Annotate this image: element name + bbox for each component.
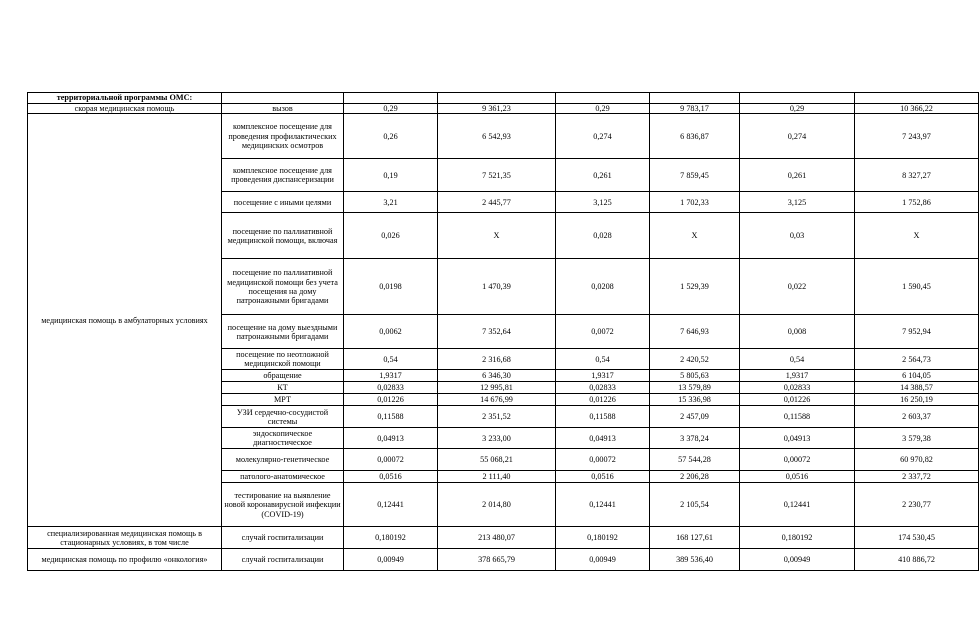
value-cell: 0,026: [344, 213, 438, 259]
value-cell: 16 250,19: [855, 394, 979, 406]
value-cell: 6 836,87: [650, 114, 740, 159]
value-cell: 1 752,86: [855, 192, 979, 213]
value-cell: 1 470,39: [438, 259, 556, 315]
unit-cell: патолого-анатомическое: [222, 471, 344, 483]
unit-cell: молекулярно-генетическое: [222, 449, 344, 471]
value-cell: 0,274: [740, 114, 855, 159]
value-cell: 0,261: [556, 159, 650, 192]
unit-cell: посещение по неотложной медицинской помощи: [222, 349, 344, 370]
value-cell: 2 111,40: [438, 471, 556, 483]
value-cell: 7 646,93: [650, 315, 740, 349]
value-cell: 0,12441: [740, 483, 855, 527]
value-cell: 2 603,37: [855, 406, 979, 428]
unit-cell: посещение по паллиативной медицинской помощи, включая: [222, 213, 344, 259]
value-cell: 0,54: [344, 349, 438, 370]
value-cell: 8 327,27: [855, 159, 979, 192]
value-cell: 3,125: [556, 192, 650, 213]
value-cell: 0,261: [740, 159, 855, 192]
value-cell: 0,274: [556, 114, 650, 159]
value-cell: 0,0072: [556, 315, 650, 349]
value-cell: 0,04913: [556, 428, 650, 449]
unit-cell: обращение: [222, 370, 344, 382]
value-cell: 0,26: [344, 114, 438, 159]
value-cell: 0,11588: [556, 406, 650, 428]
value-cell: Х: [438, 213, 556, 259]
category-cell: специализированная медицинская помощь в стационарных условиях, в том числе: [28, 527, 222, 549]
value-cell: 14 676,99: [438, 394, 556, 406]
unit-cell: МРТ: [222, 394, 344, 406]
value-cell: 0,00072: [344, 449, 438, 471]
value-cell: 2 105,54: [650, 483, 740, 527]
value-cell: 0,04913: [344, 428, 438, 449]
value-cell: 0,29: [556, 104, 650, 114]
unit-cell: посещение на дому выездными патронажными бригадами: [222, 315, 344, 349]
unit-cell: УЗИ сердечно-сосудистой системы: [222, 406, 344, 428]
section-title: территориальной программы ОМС:: [28, 93, 222, 104]
value-cell: 1 529,39: [650, 259, 740, 315]
value-cell: 0,11588: [344, 406, 438, 428]
value-cell: 2 564,73: [855, 349, 979, 370]
value-cell: 0,02833: [556, 382, 650, 394]
value-cell: 0,01226: [556, 394, 650, 406]
value-cell: 0,00949: [344, 549, 438, 571]
value-cell: 2 457,09: [650, 406, 740, 428]
table-row: [28, 527, 979, 549]
unit-cell: эндоскопическое диагностическое: [222, 428, 344, 449]
value-cell: 7 521,35: [438, 159, 556, 192]
value-cell: 0,0516: [344, 471, 438, 483]
value-cell: 13 579,89: [650, 382, 740, 394]
value-cell: 174 530,45: [855, 527, 979, 549]
value-cell: 0,0516: [556, 471, 650, 483]
value-cell: 0,12441: [344, 483, 438, 527]
value-cell: 0,0062: [344, 315, 438, 349]
value-cell: 0,01226: [740, 394, 855, 406]
value-cell: 0,19: [344, 159, 438, 192]
value-cell: 55 068,21: [438, 449, 556, 471]
value-cell: 0,00072: [556, 449, 650, 471]
value-cell: 0,008: [740, 315, 855, 349]
value-cell: 0,028: [556, 213, 650, 259]
value-cell: Х: [855, 213, 979, 259]
unit-cell: посещение с иными целями: [222, 192, 344, 213]
value-cell: 6 542,93: [438, 114, 556, 159]
value-cell: 0,00949: [740, 549, 855, 571]
unit-cell: комплексное посещение для проведения диспансеризации: [222, 159, 344, 192]
value-cell: 0,180192: [344, 527, 438, 549]
value-cell: 410 886,72: [855, 549, 979, 571]
value-cell: 0,0208: [556, 259, 650, 315]
value-cell: 14 388,57: [855, 382, 979, 394]
value-cell: 2 420,52: [650, 349, 740, 370]
table-row: [28, 549, 979, 571]
value-cell: 378 665,79: [438, 549, 556, 571]
unit-cell: тестирование на выявление новой коронавирусной инфекции (COVID-19): [222, 483, 344, 527]
value-cell: 3 378,24: [650, 428, 740, 449]
value-cell: 0,01226: [344, 394, 438, 406]
value-cell: 0,29: [740, 104, 855, 114]
section-header-row: [28, 93, 979, 104]
unit-cell: КТ: [222, 382, 344, 394]
value-cell: Х: [650, 213, 740, 259]
value-cell: 389 536,40: [650, 549, 740, 571]
value-cell: 3 233,00: [438, 428, 556, 449]
value-cell: 0,180192: [740, 527, 855, 549]
value-cell: 2 445,77: [438, 192, 556, 213]
value-cell: 15 336,98: [650, 394, 740, 406]
value-cell: 2 230,77: [855, 483, 979, 527]
omc-norms-table: [27, 92, 979, 571]
value-cell: 0,180192: [556, 527, 650, 549]
unit-cell: случай госпитализации: [222, 549, 344, 571]
value-cell: 0,00949: [556, 549, 650, 571]
value-cell: 0,02833: [344, 382, 438, 394]
value-cell: 1,9317: [740, 370, 855, 382]
value-cell: 7 859,45: [650, 159, 740, 192]
value-cell: 0,0516: [740, 471, 855, 483]
category-cell-ambulatory: медицинская помощь в амбулаторных условиях: [28, 114, 222, 527]
table-row: [28, 114, 979, 159]
value-cell: 3 579,38: [855, 428, 979, 449]
value-cell: 0,0198: [344, 259, 438, 315]
unit-cell: случай госпитализации: [222, 527, 344, 549]
unit-cell: комплексное посещение для проведения профилактических медицинских осмотров: [222, 114, 344, 159]
value-cell: 2 337,72: [855, 471, 979, 483]
value-cell: 0,29: [344, 104, 438, 114]
value-cell: 7 952,94: [855, 315, 979, 349]
unit-cell: вызов: [222, 104, 344, 114]
value-cell: 1,9317: [344, 370, 438, 382]
unit-cell: посещение по паллиативной медицинской помощи без учета посещения на дому патронажными бригадами: [222, 259, 344, 315]
value-cell: 3,125: [740, 192, 855, 213]
value-cell: 6 104,05: [855, 370, 979, 382]
value-cell: 168 127,61: [650, 527, 740, 549]
value-cell: 0,11588: [740, 406, 855, 428]
value-cell: 10 366,22: [855, 104, 979, 114]
value-cell: 7 243,97: [855, 114, 979, 159]
value-cell: 9 361,23: [438, 104, 556, 114]
value-cell: 2 206,28: [650, 471, 740, 483]
value-cell: 6 346,30: [438, 370, 556, 382]
table-row: [28, 104, 979, 114]
value-cell: 1 590,45: [855, 259, 979, 315]
category-cell: медицинская помощь по профилю «онкология»: [28, 549, 222, 571]
value-cell: 0,12441: [556, 483, 650, 527]
value-cell: 9 783,17: [650, 104, 740, 114]
value-cell: 2 014,80: [438, 483, 556, 527]
value-cell: 2 316,68: [438, 349, 556, 370]
value-cell: 60 970,82: [855, 449, 979, 471]
value-cell: 0,04913: [740, 428, 855, 449]
category-cell: скорая медицинская помощь: [28, 104, 222, 114]
value-cell: 0,03: [740, 213, 855, 259]
value-cell: 7 352,64: [438, 315, 556, 349]
value-cell: 1 702,33: [650, 192, 740, 213]
value-cell: 57 544,28: [650, 449, 740, 471]
value-cell: 2 351,52: [438, 406, 556, 428]
value-cell: 0,022: [740, 259, 855, 315]
value-cell: 3,21: [344, 192, 438, 213]
value-cell: 0,02833: [740, 382, 855, 394]
value-cell: 1,9317: [556, 370, 650, 382]
value-cell: 12 995,81: [438, 382, 556, 394]
value-cell: 0,54: [556, 349, 650, 370]
value-cell: 5 805,63: [650, 370, 740, 382]
value-cell: 213 480,07: [438, 527, 556, 549]
value-cell: 0,54: [740, 349, 855, 370]
value-cell: 0,00072: [740, 449, 855, 471]
